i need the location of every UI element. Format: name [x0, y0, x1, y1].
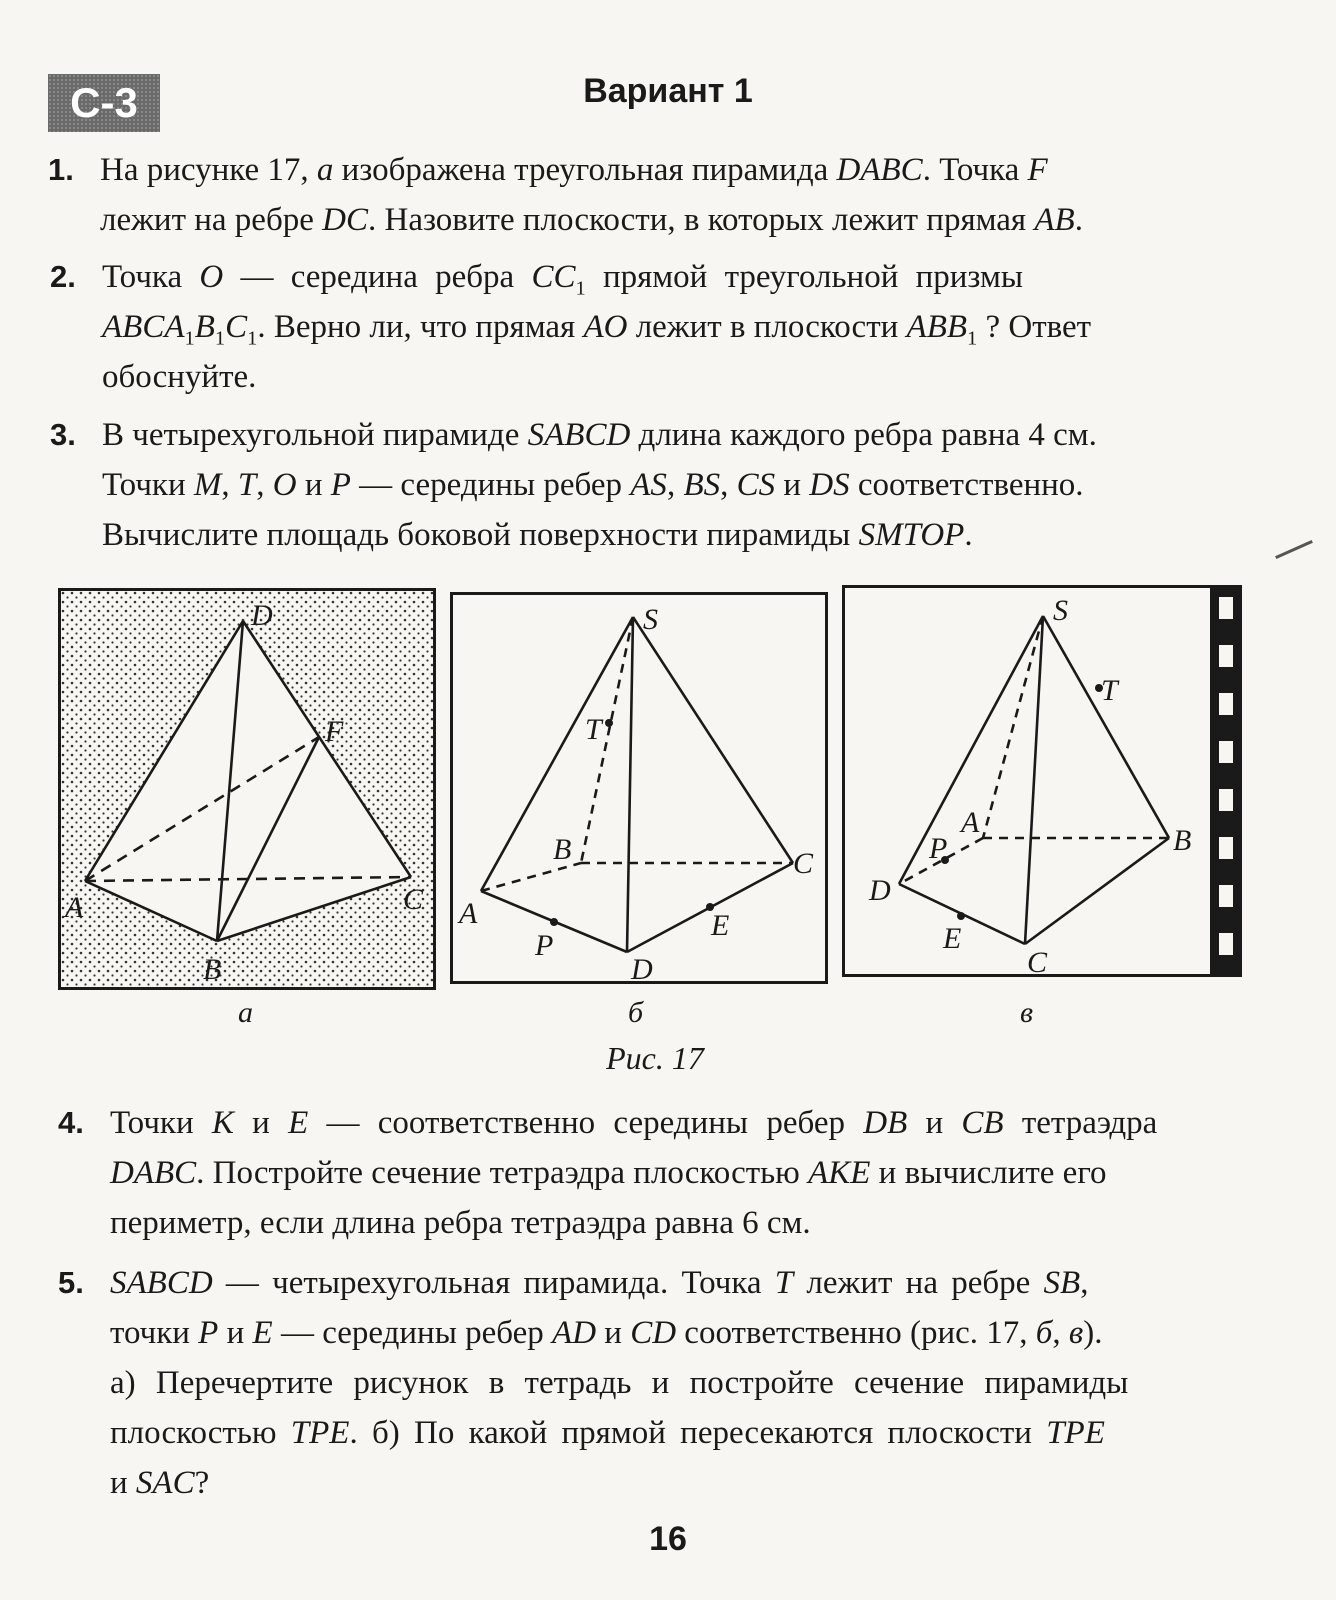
math-term: ABB — [906, 309, 968, 345]
math-term: SABCD — [527, 417, 631, 453]
page-number: 16 — [649, 1520, 687, 1558]
figure-c-drawing — [845, 588, 1223, 974]
figure-ref: а — [316, 152, 334, 188]
film-hole — [1219, 885, 1233, 907]
point-label-D: D — [251, 599, 273, 632]
edge-SD — [627, 617, 633, 952]
text: и вычислите его — [870, 1155, 1107, 1191]
math-term: T — [774, 1265, 794, 1301]
point-label-S: S — [1053, 594, 1068, 627]
problem-line: обоснуйте. — [102, 359, 257, 395]
text: Вычислите площадь боковой поверхности пирамиды — [102, 517, 859, 553]
scan-artifact — [1275, 540, 1313, 559]
math-term: BS — [683, 467, 721, 503]
point-label-C: C — [403, 883, 424, 916]
point-P — [550, 918, 558, 926]
figure-c-sublabel: в — [1020, 996, 1034, 1029]
subscript: 1 — [184, 327, 195, 350]
edge-SC — [633, 617, 793, 863]
problem-line — [110, 1258, 1260, 1308]
point-label-T: T — [1101, 674, 1118, 707]
film-hole — [1219, 645, 1233, 667]
text: — середины ребер — [272, 1315, 553, 1351]
math-term: AB — [1034, 202, 1075, 238]
figure-a-drawing — [61, 591, 433, 987]
text: — середина ребра — [223, 259, 532, 295]
point-E — [957, 912, 965, 920]
math-term: TPE — [290, 1415, 350, 1451]
math-term: DB — [863, 1105, 908, 1141]
point-label-D: D — [869, 874, 891, 907]
text: . — [964, 517, 973, 553]
point-label-E: E — [943, 922, 962, 955]
math-term: CD — [630, 1315, 677, 1351]
math-term: DC — [322, 202, 368, 238]
edge-SD — [899, 616, 1043, 884]
text: , — [221, 467, 238, 503]
math-term: SB — [1043, 1265, 1081, 1301]
figure-c-pyramid — [842, 585, 1226, 977]
text: лежит в плоскости — [627, 309, 907, 345]
problem-line — [110, 1098, 1260, 1148]
text: соответственно (рис. 17, — [676, 1315, 1036, 1351]
film-hole — [1219, 837, 1233, 859]
point-label-S: S — [643, 603, 658, 636]
math-term: DABC — [110, 1155, 197, 1191]
point-label-T: T — [585, 713, 602, 746]
math-term: CC — [531, 259, 576, 295]
text: , — [1080, 1265, 1089, 1301]
point-label-P: P — [929, 832, 948, 865]
point-label-A: A — [65, 891, 84, 924]
problem-number: 1. — [48, 152, 74, 187]
problem-number: 2. — [50, 259, 76, 294]
math-term: M — [193, 467, 222, 503]
math-term: SMTOP — [858, 517, 965, 553]
math-term: SABCD — [110, 1265, 213, 1301]
text: Точки — [110, 1105, 212, 1141]
math-term: AD — [552, 1315, 597, 1351]
text: — середины ребер — [350, 467, 631, 503]
text: и — [110, 1465, 136, 1501]
text: , — [256, 467, 273, 503]
text: и — [218, 1315, 253, 1351]
point-T — [605, 719, 613, 727]
text: . б) По какой прямой пересекаются плоскости — [349, 1415, 1047, 1451]
figure-a-tetrahedron — [58, 588, 436, 990]
film-hole — [1219, 693, 1233, 715]
text: плоскостью — [110, 1415, 291, 1451]
problem-number: 4. — [58, 1105, 84, 1140]
figure-caption: Рис. 17 — [606, 1040, 704, 1076]
point-label-B: B — [553, 833, 572, 866]
math-term: ABCA — [102, 309, 185, 345]
math-term: TPE — [1046, 1415, 1105, 1451]
problem-line — [102, 460, 1252, 510]
text: ? — [194, 1465, 210, 1501]
text: тетраэдра — [1003, 1105, 1158, 1141]
problem-line — [110, 1308, 1260, 1358]
text: и — [907, 1105, 962, 1141]
math-term: CB — [961, 1105, 1004, 1141]
problem-number: 5. — [58, 1265, 84, 1300]
text: и — [596, 1315, 631, 1351]
math-term: CS — [736, 467, 776, 503]
problem-line — [110, 1458, 1260, 1508]
problem-4 — [58, 1098, 1260, 1248]
text: прямой треугольной призмы — [585, 259, 1024, 295]
text: ? Ответ — [977, 309, 1092, 345]
problem-line — [100, 195, 1250, 245]
text: и — [296, 467, 331, 503]
problem-line — [102, 510, 1252, 560]
text: . Постройте сечение тетраэдра плоскостью — [196, 1155, 809, 1191]
math-term: AKE — [808, 1155, 871, 1191]
point-label-P: P — [535, 929, 554, 962]
figure-ref: б — [1035, 1315, 1053, 1351]
edge-CB — [1025, 838, 1169, 944]
point-label-B: B — [1173, 824, 1192, 857]
text: . Назовите плоскости, в которых лежит прямая — [367, 202, 1035, 238]
math-term: K — [211, 1105, 234, 1141]
problem-line — [102, 252, 1252, 302]
film-hole — [1219, 933, 1233, 955]
math-term: E — [252, 1315, 273, 1351]
problem-line — [110, 1148, 1260, 1198]
text: и — [775, 467, 810, 503]
text: — четырехугольная пирамида. Точка — [212, 1265, 775, 1301]
math-term: T — [237, 467, 257, 503]
point-label-A: A — [459, 897, 478, 930]
math-term: C — [225, 309, 248, 345]
problem-number: 3. — [50, 417, 76, 452]
problem-line: периметр, если длина ребра тетраэдра равна 6 см. — [110, 1205, 811, 1241]
figure-ref: в — [1068, 1315, 1084, 1351]
math-term: AO — [583, 309, 628, 345]
subscript: 1 — [247, 327, 258, 350]
problem-line — [102, 410, 1252, 460]
text: В четырехугольной пирамиде — [102, 417, 528, 453]
problem-line — [100, 145, 1250, 195]
math-term: F — [1027, 152, 1048, 188]
point-label-E: E — [711, 909, 730, 942]
figure-b-sublabel: б — [628, 996, 644, 1029]
text: а) Перечертите рисунок в тетрадь и постройте сечение пирамиды — [110, 1365, 1129, 1401]
film-hole — [1219, 789, 1233, 811]
point-label-C: C — [793, 847, 814, 880]
math-term: DABC — [836, 152, 923, 188]
text: и — [233, 1105, 289, 1141]
film-hole — [1219, 741, 1233, 763]
text: изображена треугольная пирамида — [333, 152, 837, 188]
text: . — [1074, 202, 1083, 238]
edge-AB-hidden — [481, 863, 581, 891]
text: соответственно. — [849, 467, 1084, 503]
text: точки — [110, 1315, 199, 1351]
math-term: DS — [809, 467, 850, 503]
problem-1 — [48, 145, 1250, 245]
math-term: B — [194, 309, 215, 345]
point-label-B: B — [203, 953, 222, 986]
math-term: E — [288, 1105, 309, 1141]
math-term: O — [272, 467, 297, 503]
point-label-A: A — [961, 806, 980, 839]
subscript: 1 — [575, 277, 586, 300]
problem-3 — [50, 410, 1252, 560]
text: . Точка — [922, 152, 1028, 188]
film-hole — [1219, 597, 1233, 619]
edge-SC — [1025, 616, 1043, 944]
math-term: P — [198, 1315, 219, 1351]
text: . Верно ли, что прямая — [257, 309, 584, 345]
math-term: P — [330, 467, 351, 503]
text: длина каждого ребра равна 4 см. — [630, 417, 1097, 453]
text: На рисунке 17, — [100, 152, 317, 188]
text: Точка — [102, 259, 200, 295]
section-badge: С-3 — [48, 74, 160, 132]
problem-5 — [58, 1258, 1260, 1508]
point-label-F: F — [325, 715, 344, 748]
text: , — [666, 467, 684, 503]
figure-b-drawing — [453, 595, 825, 981]
text: лежит на ребре — [100, 202, 323, 238]
math-term: AS — [630, 467, 667, 503]
variant-title: Вариант 1 — [583, 72, 753, 110]
point-label-D: D — [631, 953, 653, 981]
point-label-C: C — [1027, 946, 1048, 974]
edge-SB — [1043, 616, 1169, 838]
problem-line — [102, 302, 1252, 352]
text: — соответственно середины ребер — [308, 1105, 864, 1141]
figure-a-sublabel: а — [238, 996, 253, 1029]
subscript: 1 — [967, 327, 978, 350]
text: ). — [1083, 1315, 1103, 1351]
text: , — [720, 467, 737, 503]
edge-SA-hidden — [983, 616, 1043, 838]
math-term: O — [199, 259, 224, 295]
text: лежит на ребре — [793, 1265, 1044, 1301]
subscript: 1 — [214, 327, 226, 350]
film-strip-decoration — [1210, 585, 1242, 977]
text: Точки — [102, 467, 194, 503]
problem-2 — [50, 252, 1252, 402]
problem-line — [110, 1408, 1260, 1458]
text: , — [1052, 1315, 1069, 1351]
figure-b-pyramid — [450, 592, 828, 984]
problem-line — [110, 1358, 1260, 1408]
math-term: SAC — [135, 1465, 195, 1501]
